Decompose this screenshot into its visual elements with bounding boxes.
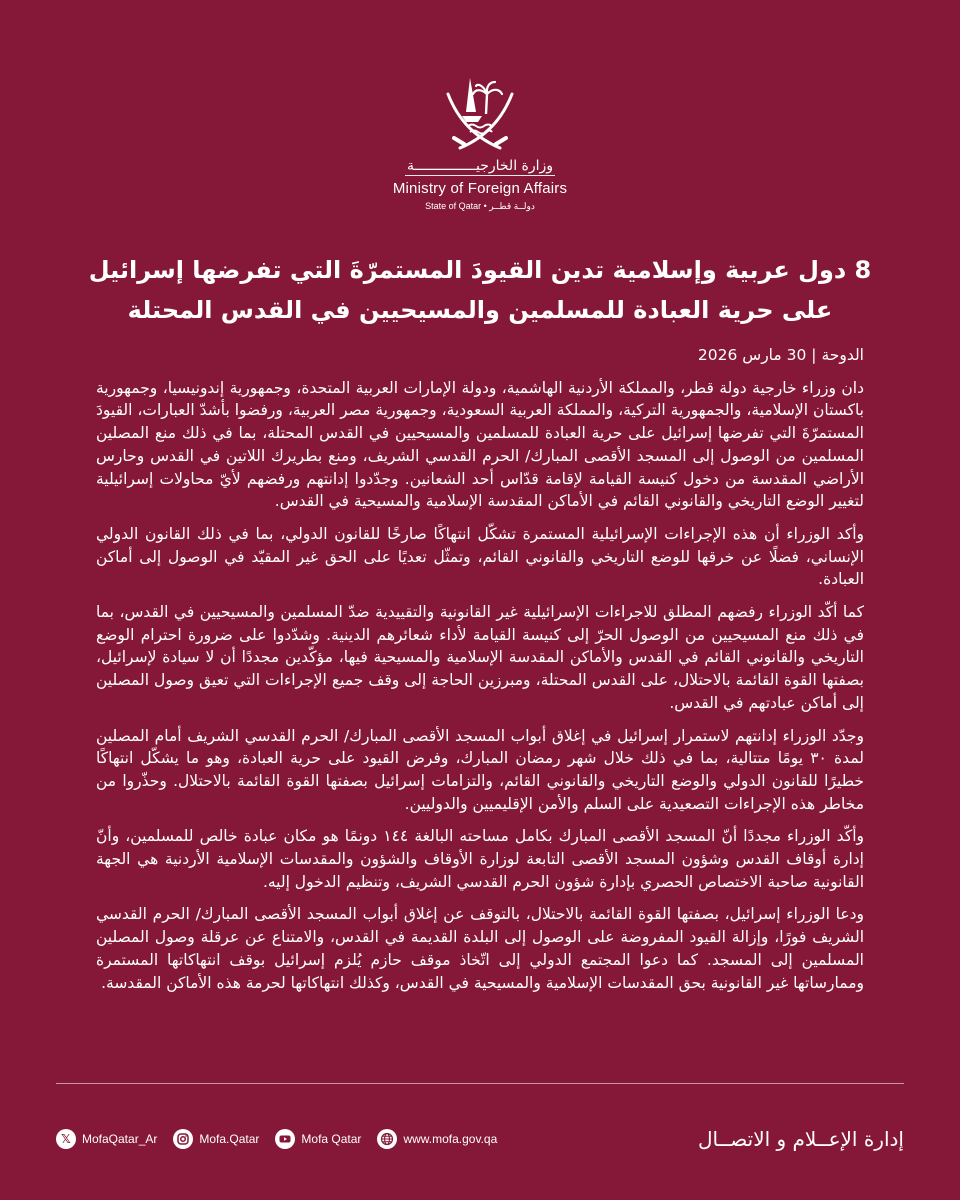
paragraph: دان وزراء خارجية دولة قطر، والمملكة الأردنية الهاشمية، ودولة الإمارات العربية المتحدة، وجمهورية إندونيسيا، وجمهورية باكستان الإسلامية، والجمهورية التركية، والمملكة العربية السعودية، وجمهورية مصر العربية، ورفضوا بأشدّ العبارات، القيودَ المستمرّةَ التي تفرضها إسرائيل على حرية العبادة للمسلمين والمسيحيين في القدس المحتلة، بما في ذلك منع المصلين المسلمين من الوصول إلى المسجد الأقصى المبارك/ الحرم القدسي الشريف، ومنع بطريرك اللاتين في القدس وحارس الأراضي المقدسة من دخول كنيسة القيامة لإقامة قدّاس أحد الشعانين. وجدّدوا إدانتهم ورفضهم لأيّ محاولات إسرائيلية لتغيير الوضع التاريخي والقانوني القائم في الأماكن المقدسة الإسلامية والمسيحية في القدس. — [96, 378, 864, 511]
x-handle: MofaQatar_Ar — [82, 1132, 158, 1146]
paragraph: ودعا الوزراء إسرائيل، بصفتها القوة القائمة بالاحتلال، بالتوقف عن إغلاق أبواب المسجد الأقصى المبارك/ الحرم القدسي الشريف فورًا، وإزالة القيود المفروضة على الوصول إلى البلدة القديمة في القدس، والامتناع عن عرقلة وصول المصلين المسلمين إلى المسجد. كما دعوا المجتمع الدولي إلى اتّخاذ موقف حازم يُلزم إسرائيل بوقف انتهاكاتها المستمرة وممارساتها غير القانونية بحق المقدسات الإسلامية والمسيحية في القدس، وكذلك انتهاكاتها لحرمة هذه الأماكن المقدسة. — [96, 905, 864, 992]
footer — [56, 1124, 904, 1154]
website-url: www.mofa.gov.qa — [403, 1132, 498, 1146]
social-links — [56, 1124, 513, 1154]
youtube-icon — [275, 1129, 295, 1149]
ministry-logo — [0, 72, 960, 212]
globe-icon — [377, 1129, 397, 1149]
youtube-handle: Mofa Qatar — [301, 1132, 362, 1146]
x-icon: 𝕏 — [56, 1129, 76, 1149]
press-release-body — [96, 344, 864, 1004]
ministry-name-english: Ministry of Foreign Affairs — [392, 180, 568, 197]
paragraph: كما أكّد الوزراء رفضهم المطلق للاجراءات الإسرائيلية غير القانونية والتقييدية ضدّ المسلمين والمسيحيين في القدس، بما في ذلك منع المسيحيين من الوصول الحرّ إلى كنيسة القيامة لأداء شعائرهم الدينية. وشدّدوا على ضرورة احترام الوضع التاريخي والقانوني القائم في القدس والأماكن المقدسة الإسلامية والمسيحية فيها، مؤكّدين مجددًا أن لا سيادة لإسرائيل، بصفتها القوة القائمة بالاحتلال، على القدس المحتلة، ومبرزين الحاجة إلى وقف جميع الإجراءات التي تعيق وصول المصلين إلى أماكن عبادتهم في القدس. — [96, 603, 864, 712]
paragraph: وأكد الوزراء أن هذه الإجراءات الإسرائيلية المستمرة تشكّل انتهاكًا صارخًا للقانون الدولي، بما في ذلك القانون الدولي الإنساني، فضلًا عن خرقها للوضع التاريخي والقانوني القائم، وتمثّل تعديًا على الحق غير المقيّد في الوصول إلى أماكن العبادة. — [96, 524, 864, 589]
state-of-qatar-label: State of Qatar • دولــة قطــر — [425, 201, 535, 211]
x-link[interactable] — [56, 1129, 157, 1149]
youtube-link[interactable] — [275, 1129, 361, 1149]
footer-divider — [56, 1083, 904, 1084]
ministry-name-arabic: وزارة الخارجيـــــــــــــــة — [406, 158, 554, 174]
paragraph: وجدّد الوزراء إدانتهم لاستمرار إسرائيل في إغلاق أبواب المسجد الأقصى المبارك/ الحرم القدسي الشريف أمام المصلين لمدة ٣٠ يومًا متتالية، بما في ذلك خلال شهر رمضان المبارك، وفرض القيود على حرية العبادة، وهو ما يشكّل انتهاكًا خطيرًا للقانون الدولي والوضع التاريخي والقانوني القائم، والتزامات إسرائيل بصفتها القوة القائمة بالاحتلال. وحذّروا من مخاطر هذه الإجراءات التصعيدية على السلم والأمن الإقليميين والدوليين. — [96, 726, 864, 813]
dateline: الدوحة | 30 مارس 2026 — [697, 346, 864, 364]
qatar-emblem-icon — [440, 72, 520, 154]
media-department-label: إدارة الإعــلام و الاتصــال — [697, 1127, 904, 1151]
instagram-handle: Mofa.Qatar — [199, 1132, 260, 1146]
instagram-icon — [173, 1129, 193, 1149]
logo-divider — [405, 175, 555, 176]
paragraph: وأكّد الوزراء مجددًا أنّ المسجد الأقصى المبارك بكامل مساحته البالغة ١٤٤ دونمًا هو مكان عبادة خالص للمسلمين، وأنّ إدارة أوقاف القدس وشؤون المسجد الأقصى التابعة لوزارة الأوقاف والشؤون والمقدسات الإسلامية الأردنية هي الجهة القانونية صاحبة الاختصاص الحصري بإدارة شؤون الحرم القدسي الشريف، وتنظيم الدخول إليه. — [96, 827, 864, 891]
website-link[interactable] — [377, 1129, 497, 1149]
press-release-title: 8 دول عربية وإسلامية تدين القيودَ المستمرّةَ التي تفرضها إسرائيل على حرية العبادة للمسلمين والمسيحيين في القدس المحتلة — [88, 256, 872, 324]
instagram-link[interactable] — [173, 1129, 259, 1149]
